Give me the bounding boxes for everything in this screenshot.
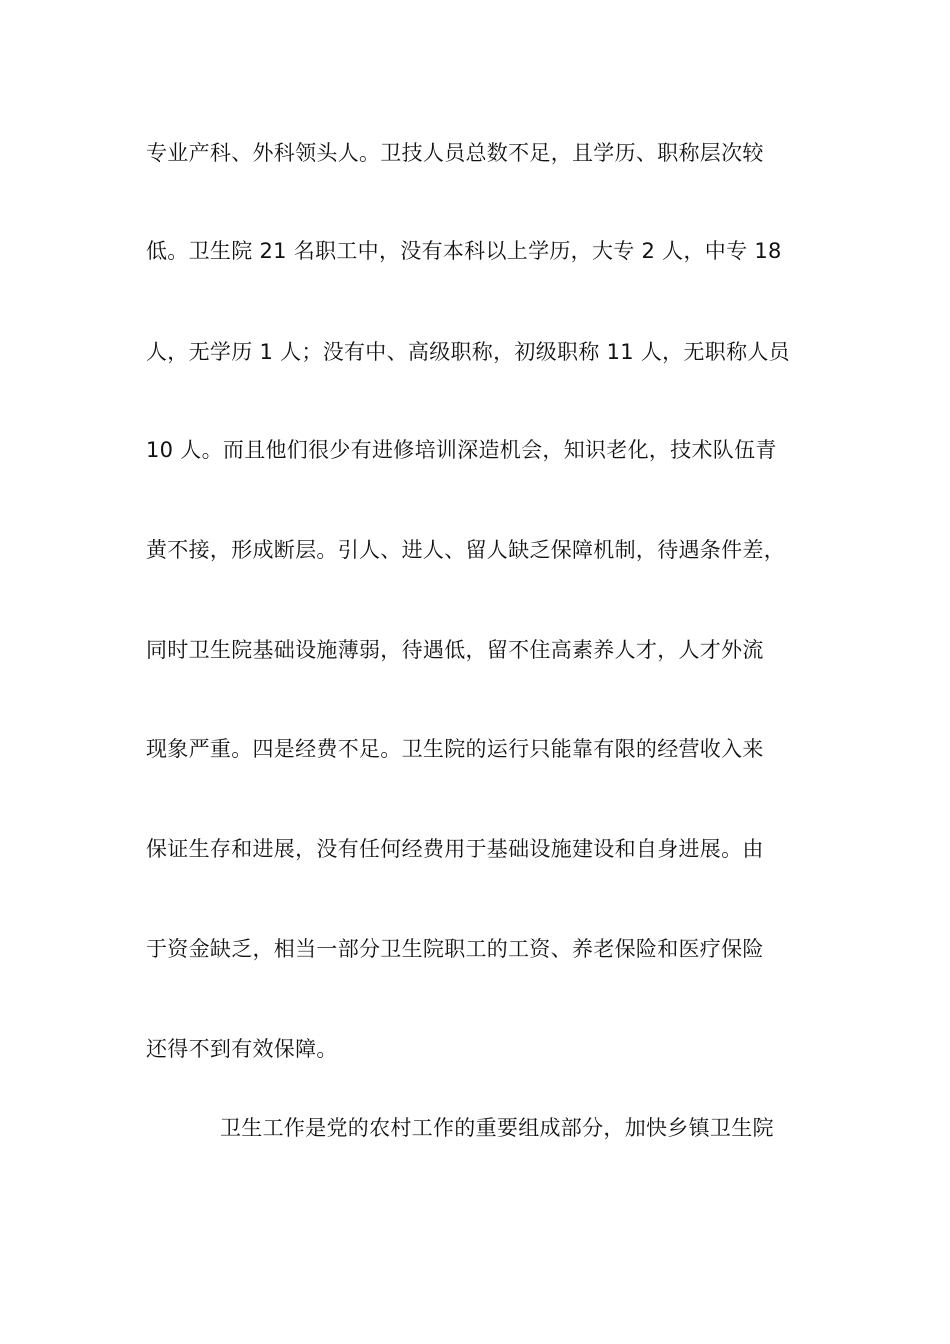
body-text-line: 同时卫生院基础设施薄弱，待遇低，留不住高素养人才，人才外流 <box>146 638 764 662</box>
body-text-line: 人，无学历 1 人；没有中、高级职称，初级职称 11 人，无职称人员 <box>146 340 790 364</box>
body-text-line: 保证生存和进展，没有任何经费用于基础设施建设和自身进展。由 <box>146 837 764 861</box>
body-text-line: 还得不到有效保障。 <box>146 1037 338 1061</box>
body-text-line: 专业产科、外科领头人。卫技人员总数不足，且学历、职称层次较 <box>146 141 764 165</box>
body-text-line: 黄不接，形成断层。引人、进人、留人缺乏保障机制，待遇条件差， <box>146 538 785 562</box>
body-text-line: 10 人。而且他们很少有进修培训深造机会，知识老化，技术队伍青 <box>146 438 777 462</box>
body-text-line: 于资金缺乏，相当一部分卫生院职工的工资、养老保险和医疗保险 <box>146 937 764 961</box>
paragraph-start-line: 卫生工作是党的农村工作的重要组成部分，加快乡镇卫生院 <box>220 1116 774 1140</box>
body-text-line: 低。卫生院 21 名职工中，没有本科以上学历，大专 2 人，中专 18 <box>146 239 782 263</box>
body-text-line: 现象严重。四是经费不足。卫生院的运行只能靠有限的经营收入来 <box>146 737 764 761</box>
